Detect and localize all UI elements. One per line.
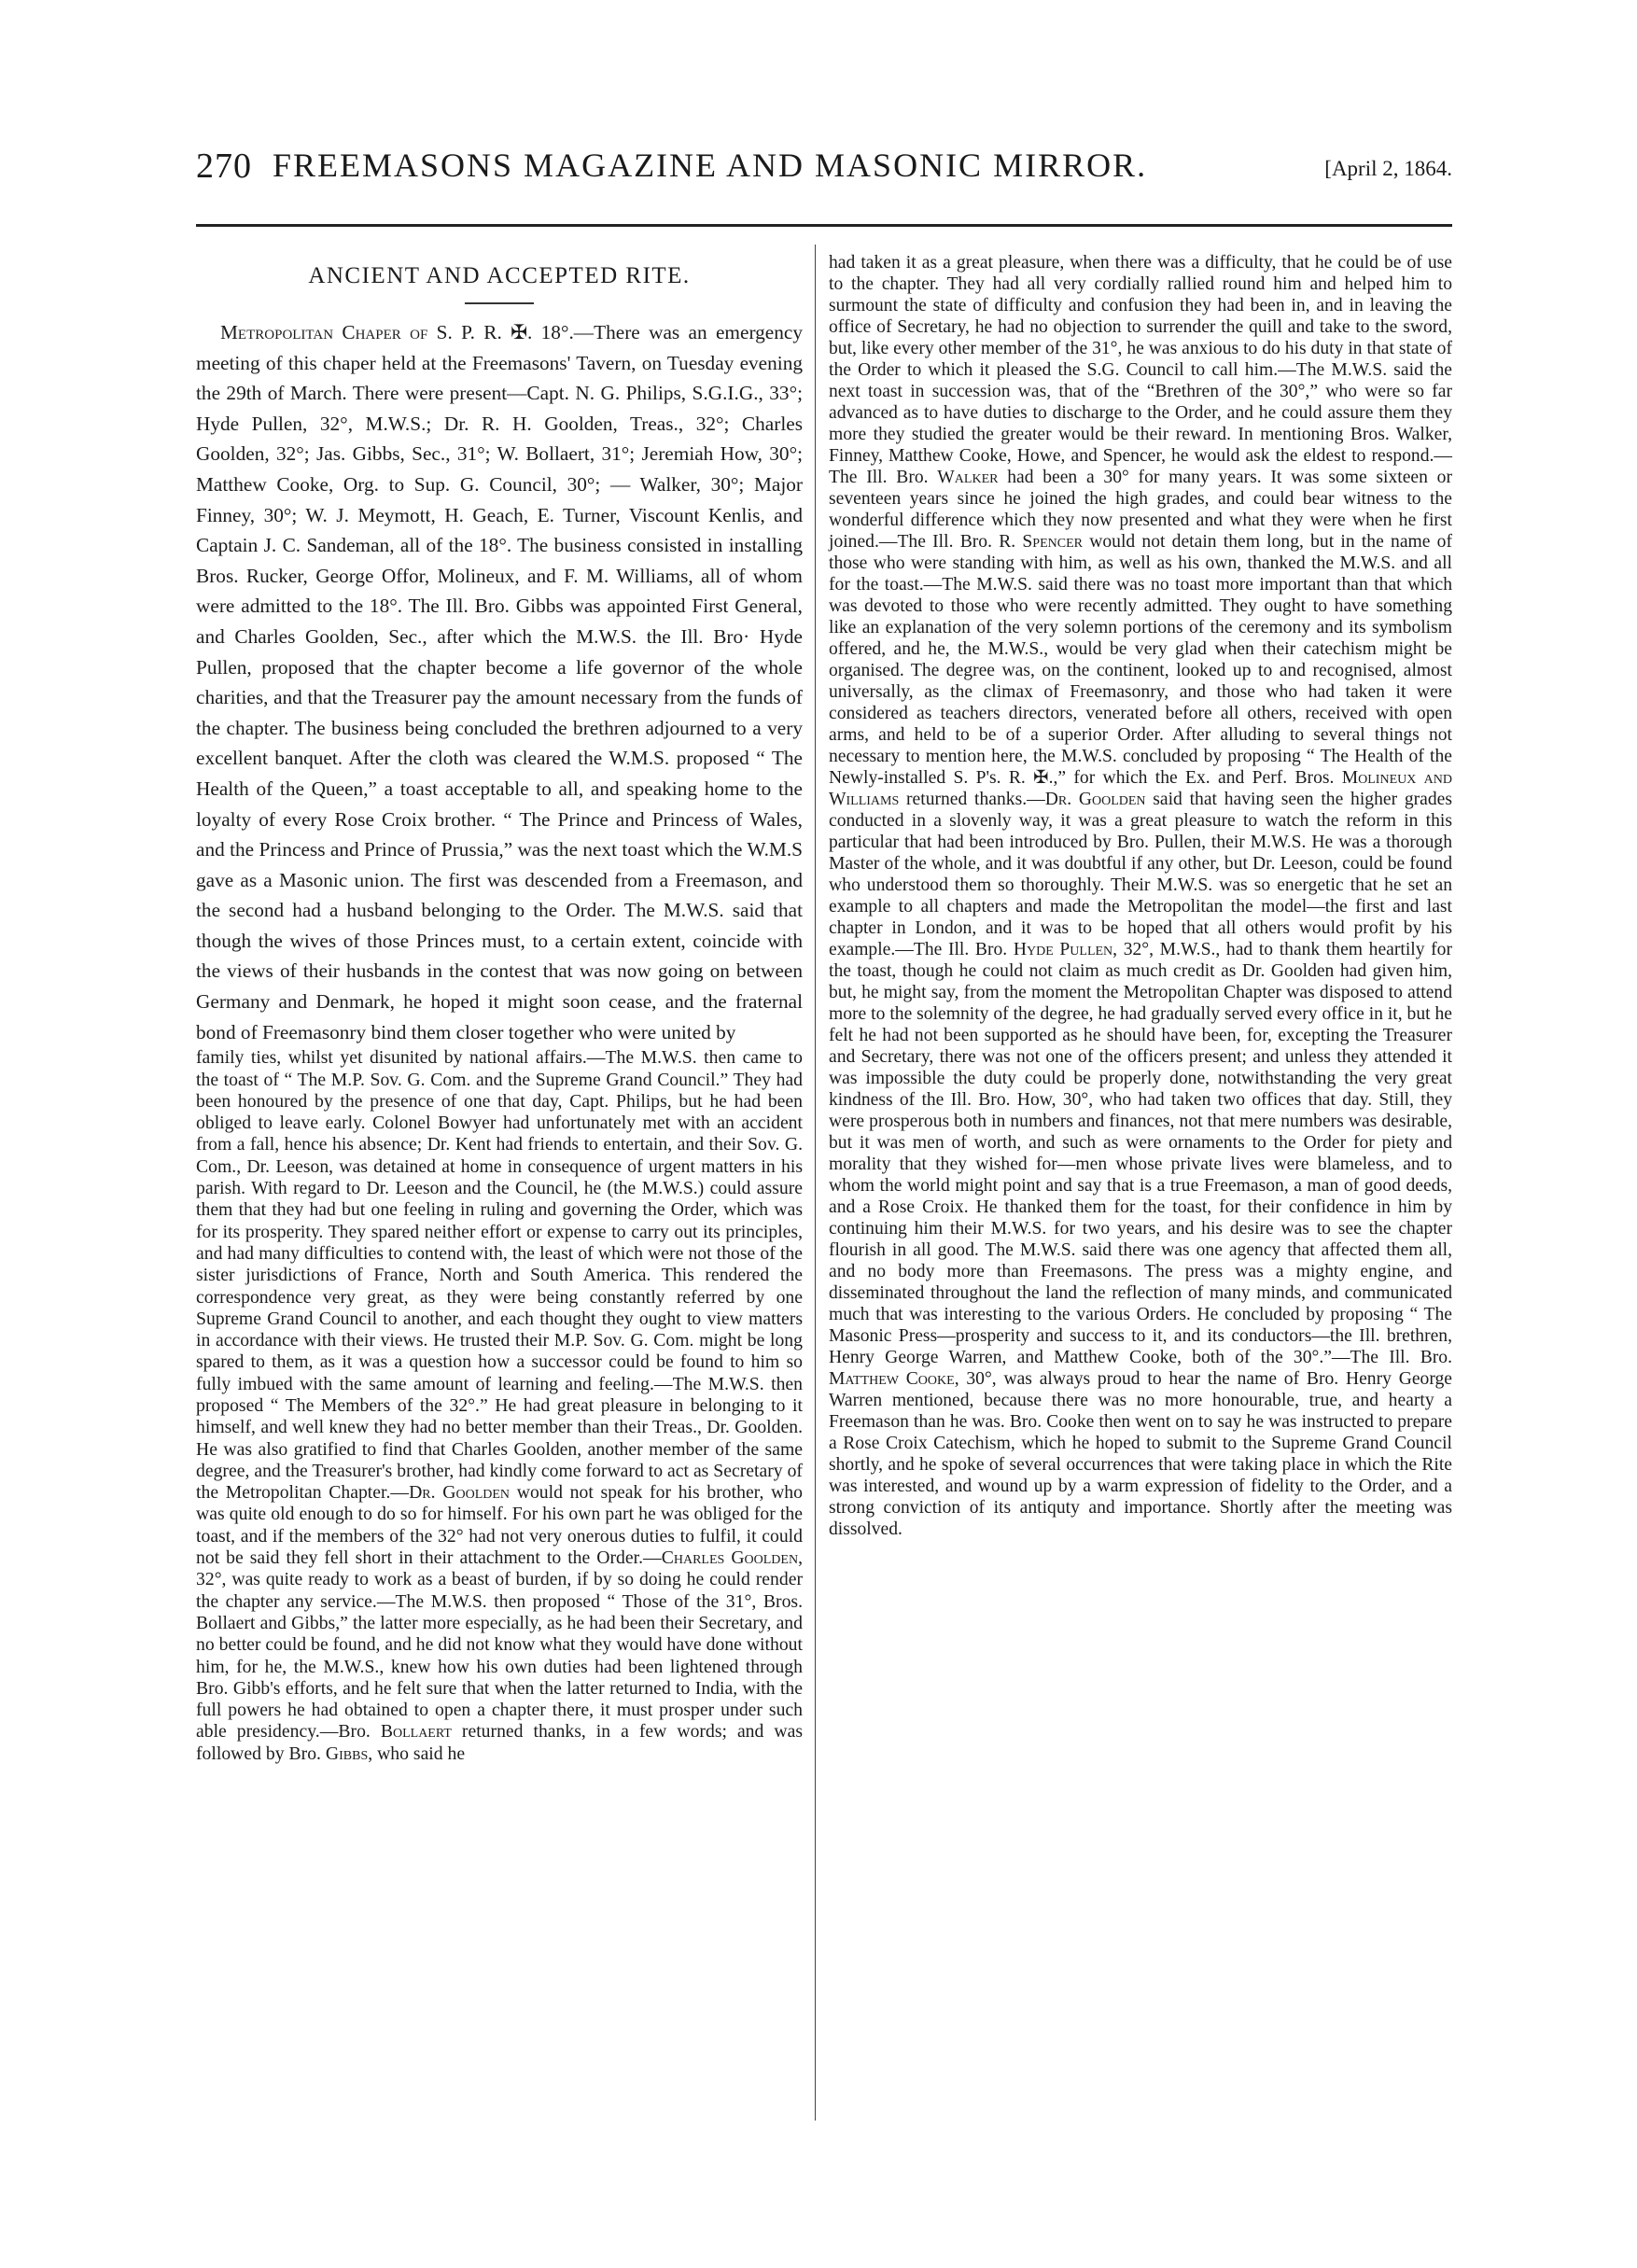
speaker-name: Bollaert	[380, 1721, 452, 1743]
body-text: had taken it as a great pleasure, when there was a difficulty, that he could be of use to the chapter. They had all very cordially rallied round him and helped him to surmount the state of difficulty and confusion they had been in, and in leaving the office of Secretary, he had no objection to surrender the quill and take to the sword, but, like every other member of the 31°, he was anxious to do his duty in that state of the Order to which it pleased the S.G. Council to call him.—The M.W.S. said the next toast in succession was, that of the “Brethren of the 30°,” who were so far advanced as to have duties to discharge to the Order, and he could assure them they more they studied the greater would be their reward. In mentioning Bros. Walker, Finney, Matthew Cooke, Howe, and Spencer, he would ask the eldest to respond.—The Ill. Bro.	[829, 253, 1452, 487]
body-text: said that having seen the higher grades conducted in a slovenly way, it was a great pleasure to watch the reform in this particular that had been introduced by Bro. Pullen, their M.W.S. He was a thorough Master of the whole, and it was doubtful if any other, but Dr. Leeson, could be found who understood them so thoroughly. Their M.W.S. was so energetic that he set an example to all chapters and made the Metropolitan the model—the first and last chapter in London, and it was to be hoped that all others would profit by his example.—The Ill. Bro.	[829, 790, 1452, 959]
body-text: had been a 30° for many years. It was some sixteen or seventeen years since he joined the high grades, and could bear witness to the wonderful difference which they now presented and what they were when he first joined.—The Ill. Bro. R.	[829, 468, 1452, 552]
page-header	[196, 136, 1452, 192]
body-text: would not detain them long, but in the name of those who were standing with him, as well as his own, thanked the M.W.S. and all for the toast.—The M.W.S. said there was no toast more important than that which was devoted to those who were recently admitted. They ought to have something like an explanation of the very solemn portions of the ceremony and its symbolism offered, and he, the M.W.S., would be very glad when their catechism might be organised. The degree was, on the continent, looked up to and recognised, almost universally, as the climax of Freemasonry, and those who had taken it were considered as teachers directors, venerated before all others, received with open arms, and held to be of a superior Order. After alluding to several things not necessary to mention here, the M.W.S. concluded by proposing “ The Health of the Newly-installed S. P's. R. ✠.,” for which the Ex. and Perf. Bros.	[829, 532, 1453, 788]
speaker-name: Dr. Goolden	[409, 1482, 511, 1504]
speaker-name: Molineux and Williams	[829, 768, 1453, 809]
speaker-name: Walker	[937, 468, 999, 487]
issue-date: [April 2, 1864.	[1324, 157, 1452, 180]
lead-in: Metropolitan Chaper of	[220, 321, 428, 343]
left-column	[196, 252, 803, 1765]
body-text: S. P. R. ✠. 18°.—There was an emergency meeting of this chaper held at the Freemasons' Tavern, on Tuesday evening the 29th of March. There were present—Capt. N. G. Philips, S.G.I.G., 33°; Hyde Pullen, 32°, M.W.S.; Dr. R. H. Goolden, Treas., 32°; Charles Goolden, 32°; Jas. Gibbs, Sec., 31°; W. Bollaert, 31°; Jeremiah How, 30°; Matthew Cooke, Org. to Sup. G. Council, 30°; — Walker, 30°; Major Finney, 30°; W. J. Meymott, H. Geach, E. Turner, Viscount Kenlis, and Captain J. C. Sandeman, all of the 18°. The business consisted in installing Bros. Rucker, George Offor, Molineux, and F. M. Williams, all of whom were admitted to the 18°. The Ill. Bro. Gibbs was appointed First General, and Charles Goolden, Sec., after which the M.W.S. the Ill. Bro· Hyde Pullen, proposed that the chapter become a life governor of the whole charities, and that the Treasurer pay the amount necessary from the funds of the chapter. The business being concluded the brethren adjourned to a very excellent banquet. After the cloth was cleared the W.M.S. proposed “ The Health of the Queen,” a toast acceptable to all, and speaking home to the loyalty of every Rose Croix brother. “ The Prince and Princess of Wales, and the Princess and Prince of Prussia,” was the next toast which the W.M.S gave as a Masonic union. The first was descended from a Freemason, and the second had a husband belonging to the Order. The M.W.S. said that though the wives of those Princes must, to a certain extent, coincide with the views of their husbands in the contest that was now going on between Germany and Denmark, he hoped it might soon cease, and the fraternal bond of Freemasonry bind them closer together who were united by	[196, 321, 803, 1043]
article-title: ANCIENT AND ACCEPTED RITE.	[308, 263, 691, 288]
body-text: , 30°, was always proud to hear the name of Bro. Henry George Warren mentioned, because there was no more honourable, true, and hearty a Freemason than he was. Bro. Cooke then went on to say he was instructed to prepare a Rose Croix Catechism, which he hoped to submit to the Supreme Grand Council shortly, and he spoke of several occurrences that were taking place in which the Rite was interested, and wound up by a warm expression of fidelity to the Order, and a strong conviction of its antiquty and importance. Shortly after the meeting was dissolved.	[829, 1369, 1452, 1539]
column-divider	[815, 245, 816, 2121]
article-paragraph-continued	[829, 252, 1452, 1540]
speaker-name: Dr. Goolden	[1044, 790, 1146, 809]
page-number: 270	[196, 147, 252, 186]
body-text: , 32°, was quite ready to work as a beast of burden, if by so doing he could render the chapter any service.—The M.W.S. then proposed “ Those of the 31°, Bros. Bollaert and Gibbs,” the latter more especially, as he had been their Secretary, and no better could be found, and he did not know what they would have done without him, for he, the M.W.S., knew how his own duties had been lightened through Bro. Gibb's efforts, and he felt sure that when the latter returned to India, with the full powers he had obtained to open a chapter there, it must prosper under such able presidency.—Bro.	[196, 1547, 804, 1743]
body-text: , who said he	[368, 1743, 466, 1764]
header-rule	[196, 224, 1452, 227]
title-rule	[465, 302, 534, 304]
masthead-title: FREEMASONS MAGAZINE AND MASONIC MIRROR.	[273, 147, 1148, 184]
speaker-name: Hyde Pullen	[1013, 940, 1113, 959]
article-paragraph-large	[196, 317, 803, 1047]
body-text: returned thanks.—	[899, 790, 1045, 809]
body-text: would not speak for his brother, who was quite old enough to do so for himself. For his own part he was obliged for the toast, and if the members of the 32° had not very onerous duties to fulfil, it could not be said they fell short in their attachment to the Order.—	[196, 1482, 803, 1569]
speaker-name: Spencer	[1022, 532, 1083, 552]
speaker-name: Charles Goolden	[661, 1547, 799, 1569]
speaker-name: Matthew Cooke	[829, 1369, 955, 1389]
article-paragraph-small	[196, 1047, 803, 1765]
body-text: returned thanks, in a few words; and was followed by Bro.	[196, 1721, 803, 1764]
speaker-name: Gibbs	[325, 1743, 369, 1764]
right-column	[829, 252, 1452, 1540]
body-text: , 32°, M.W.S., had to thank them heartily for the toast, though he could not claim as much credit as Dr. Goolden had given him, but, he might say, from the moment the Metropolitan Chapter was disposed to attend more to the solemnity of the degree, he had gradually served every office in it, but he felt he had not been supported as he should have been, for, excepting the Treasurer and Secretary, there was not one of the officers present; and unless they attended it was impossible the duty could be properly done, notwithstanding the very great kindness of the Ill. Bro. How, 30°, who had taken two offices that day. Still, they were prosperous both in numbers and finances, not that mere numbers was desirable, but it was men of worth, and such as were ornaments to the Order for piety and morality that they wished for—men whose private lives were blameless, and to whom the world might point and say that is a true Freemason, a man of good deeds, and a Rose Croix. He thanked them for the toast, for their confidence in him by continuing him their M.W.S. for two years, and his desire was to see the chapter flourish in all good. The M.W.S. said there was one agency that affected them all, and no body more than Freemasons. The press was a mighty engine, and disseminated throughout the land the reflection of many minds, and communicated much that was interesting to the various Orders. He concluded by proposing “ The Masonic Press—prosperity and success to it, and its conductors—the Ill. brethren, Henry George Warren, and Matthew Cooke, both of the 30°.”—The Ill. Bro.	[829, 940, 1452, 1367]
body-text: family ties, whilst yet disunited by national affairs.—The M.W.S. then came to the toast of “ The M.P. Sov. G. Com. and the Supreme Grand Council.” They had been honoured by the presence of one that day, Capt. Philips, but he had been obliged to leave early. Colonel Bowyer had unfortunately met with an accident from a fall, hence his absence; Dr. Kent had friends to entertain, and their Sov. G. Com., Dr. Leeson, was detained at home in consequence of urgent matters in his parish. With regard to Dr. Leeson and the Council, he (the M.W.S.) could assure them that they had but one feeling in ruling and governing the Order, which was for its prosperity. They spared neither effort or expense to carry out its principles, and had many difficulties to contend with, the least of which were not those of the sister jurisdictions of France, North and South America. This rendered the correspondence very great, as they were being constantly referred by one Supreme Grand Council to another, and each thought they ought to view matters in accordance with their views. He trusted their M.P. Sov. G. Com. might be long spared to them, as it was a question how a successor could be found to him so fully imbued with the same amount of learning and feeling.—The M.W.S. then proposed “ The Members of the 32°.” He had great pleasure in belonging to it himself, and well knew they had no better member than their Treas., Dr. Goolden. He was also gratified to find that Charles Goolden, another member of the same degree, and the Treasurer's brother, had kindly come forward to act as Secretary of the Metropolitan Chapter.—	[196, 1047, 803, 1504]
